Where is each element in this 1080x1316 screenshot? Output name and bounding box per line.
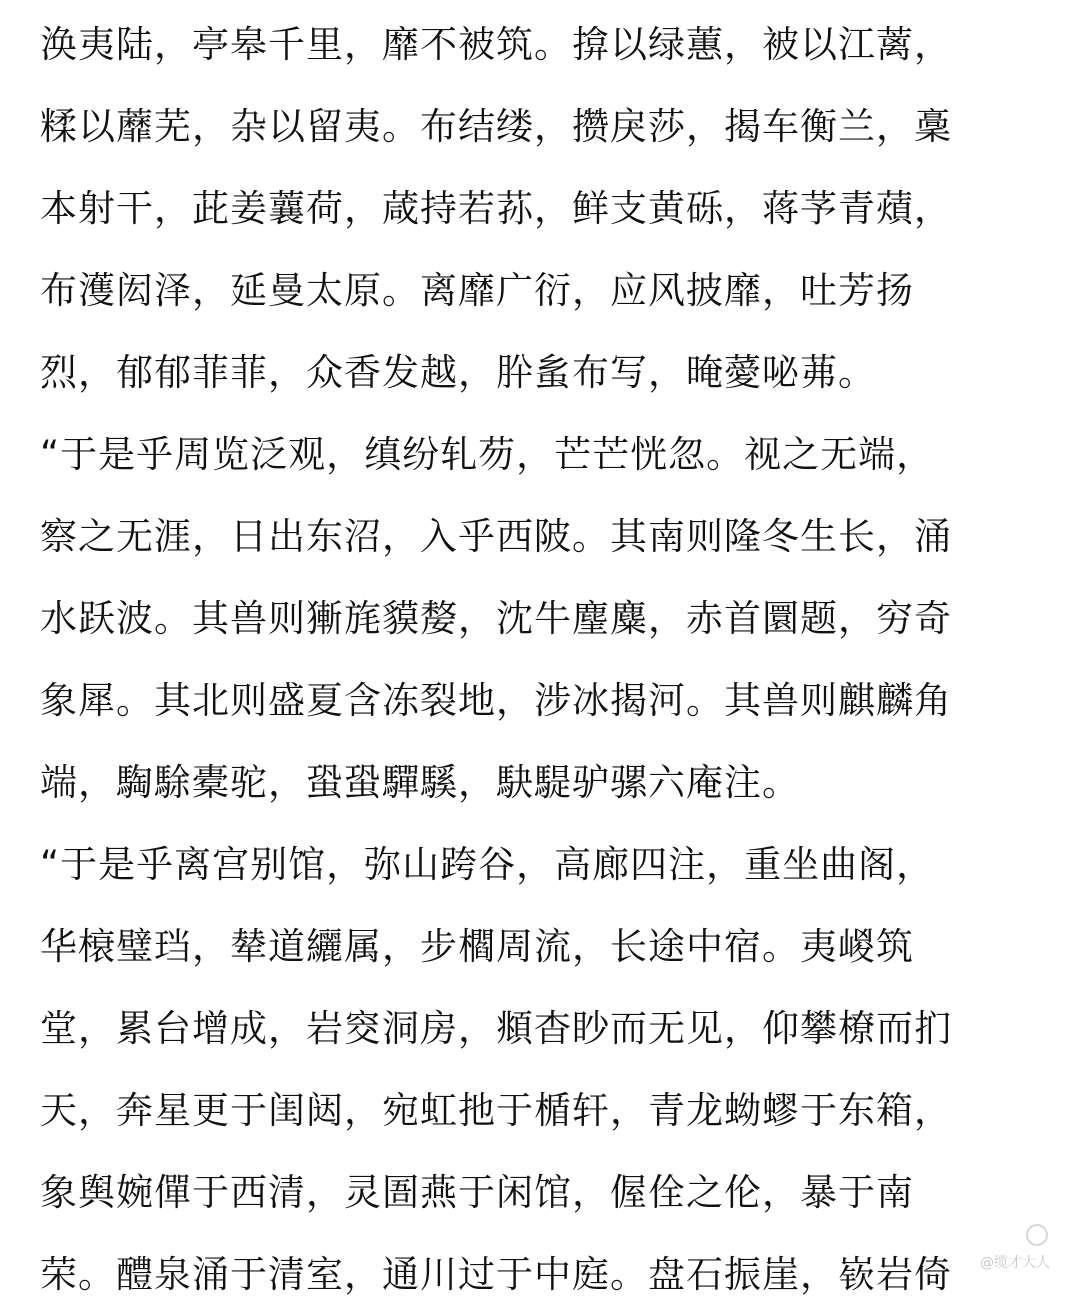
- text-line: 象犀。其北则盛夏含冻裂地，涉冰揭河。其兽则麒麟角: [40, 679, 952, 722]
- text-line: 布濩闳泽，延曼太原。离靡广衍，应风披靡，吐芳扬: [40, 269, 914, 312]
- text-line: 烈，郁郁菲菲，众香发越，肸蚃布写，晻薆咇茀。: [40, 351, 876, 394]
- text-line: 水跃波。其兽则獑旄貘嫠，沈牛麈麋，赤首圜题，穷奇: [40, 597, 952, 640]
- text-line: 华榱璧珰，辇道纚属，步櫩周流，长途中宿。夷嵕筑: [40, 925, 914, 968]
- text-line: “于是乎离宫别馆，弥山跨谷，高廊四注，重坐曲阁，: [40, 843, 935, 886]
- text-line: 荣。醴泉涌于清室，通川过于中庭。盘石振崖，嵚岩倚: [40, 1253, 952, 1296]
- watermark-logo-icon: [1026, 1224, 1048, 1246]
- text-line: 天，奔星更于闺闼，宛虹扡于楯轩，青龙蚴蟉于东箱，: [40, 1089, 952, 1132]
- watermark: @缆才大人: [980, 1255, 1050, 1271]
- text-line: “于是乎周览泛观，缜纷轧芴，芒芒恍忽。视之无端，: [40, 433, 935, 476]
- text-line: 涣夷陆，亭皋千里，靡不被筑。揜以绿蕙，被以江蓠，: [40, 23, 952, 66]
- text-line: 察之无涯，日出东沼，入乎西陂。其南则隆冬生长，涌: [40, 515, 952, 558]
- text-line: 象舆婉僤于西清，灵圄燕于闲馆，偓佺之伦，暴于南: [40, 1171, 914, 1214]
- text-line: 堂，累台增成，岩窔洞房，頫杳眇而无见，仰攀橑而扪: [40, 1007, 952, 1050]
- text-line: 糅以蘼芜，杂以留夷。布结缕，攒戾莎，揭车衡兰，稾: [40, 105, 952, 148]
- text-line: 端，騊駼橐驼，蛩蛩驒騱，駃騠驴骡六庵注。: [40, 761, 800, 804]
- text-line: 本射干，茈姜蘘荷，葴持若荪，鲜支黄砾，蒋芧青薠，: [40, 187, 952, 230]
- text-body: [40, 4, 1050, 1316]
